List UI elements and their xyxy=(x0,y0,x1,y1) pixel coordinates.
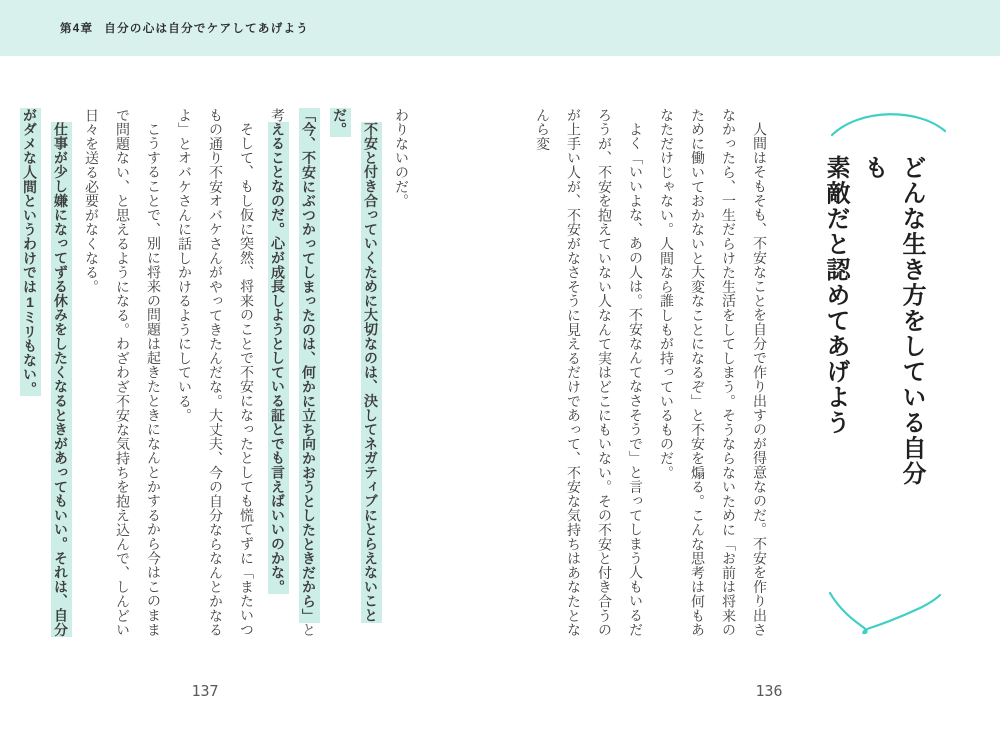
bubble-bottom-tail xyxy=(830,593,940,633)
section-title xyxy=(822,155,930,495)
text-segment: よく「いいよな、あの人は。不安なんてなさそうで」と言ってしまう人もいるだろうが、不安を抱えていない人なんて実はどこにもいない。その不安と付き合うのが上手い人が、不安がなさそうに見えるだけであって、不安な気持ちはあなたとなんら変 xyxy=(535,108,644,638)
paragraph xyxy=(386,108,417,648)
highlighted-text-segment: 「今、不安にぶつかってしまったのは、何かに立ち向かおうとしたときだから」 xyxy=(299,108,320,623)
paragraph xyxy=(324,108,386,648)
right-page-body-text xyxy=(535,108,775,648)
paragraph xyxy=(169,108,262,648)
paragraph xyxy=(262,108,324,648)
text-segment: 人間はそもそも、不安なことを自分で作り出すのが得意なのだ。不安を作り出さなかったら、一生だらけた生活をしてしまう。そうならないために「お前は将来のために働いておかないと大変なことになるぞ」と不安を煽る。こんな思考は何もあなただけじゃない。人間なら誰しもが持っているものだ。 xyxy=(659,108,768,638)
paragraph xyxy=(14,108,76,648)
text-segment: と考 xyxy=(270,108,317,638)
text-segment: わりないのだ。 xyxy=(394,108,410,209)
chapter-number: 第4章 xyxy=(60,23,94,35)
section-title-line: 素敵だと認めてあげよう xyxy=(822,155,849,436)
paragraph xyxy=(76,108,169,648)
paragraph xyxy=(527,108,651,648)
left-page-body-text xyxy=(22,108,417,648)
highlighted-text-segment: 仕事が少し嫌になってずる休みをしたくなるときがあってもいい。それは、自分がダメな人間というわけでは1ミリもない。 xyxy=(20,108,72,637)
paragraph xyxy=(651,108,775,648)
highlighted-text-segment: えることなのだ。心が成長しようとしている証とでも言えばいいのかな。 xyxy=(268,122,289,594)
section-title-line: どんな生き方をしている自分も xyxy=(860,155,925,487)
page-number-right: 136 xyxy=(755,682,783,700)
page-number-left: 137 xyxy=(191,682,219,700)
chapter-title: 自分の心は自分でケアしてあげよう xyxy=(104,23,310,35)
chapter-header-bar xyxy=(0,0,1000,56)
text-segment: そして、もし仮に突然、将来のことで不安になったとしても慌てずに「またいつもの通り不安オバケさんがやってきたんだな。大丈夫、今の自分ならなんとかなるよ」とオバケさんに話しかけるようにしている。 xyxy=(177,108,255,638)
highlighted-text-segment: 不安と付き合っていくために大切なのは、決してネガティブにとらえないことだ。 xyxy=(330,108,382,623)
text-segment: こうすることで、別に将来の問題は起きたときになんとかするから今はこのままで問題ない、と思えるようになる。わざわざ不安な気持ちを抱え込んで、しんどい日々を送る必要がなくなる。 xyxy=(84,108,162,638)
bubble-top-arc xyxy=(832,114,945,135)
chapter-heading xyxy=(60,20,309,36)
